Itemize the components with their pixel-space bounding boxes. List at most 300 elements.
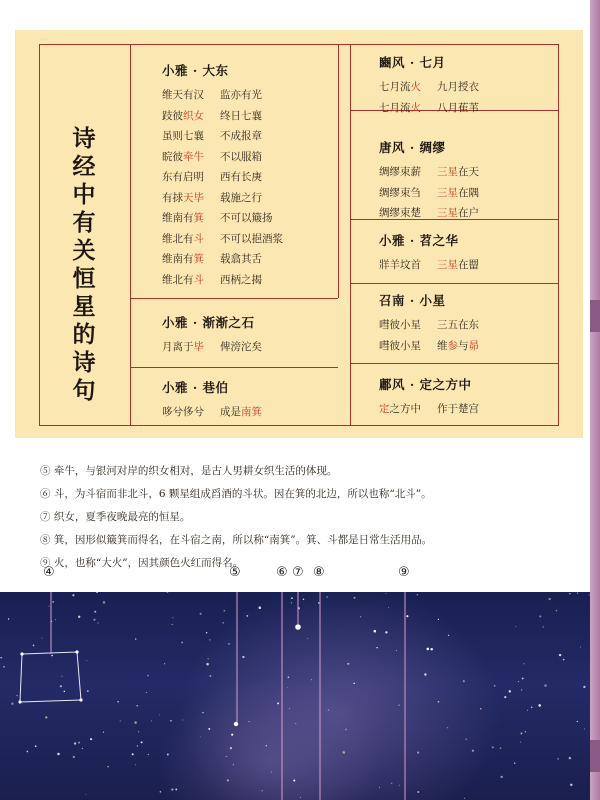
poem-block (379, 53, 479, 118)
star (295, 723, 296, 724)
poem-line (162, 337, 262, 358)
line-second-half (220, 126, 262, 147)
verse-text: 在隅 (458, 186, 479, 199)
star (78, 616, 80, 618)
star-name: 参 (447, 339, 458, 352)
verse-text: 维北有 (162, 232, 194, 245)
star (18, 700, 21, 703)
poem-title: 召南 · 小星 (379, 293, 446, 308)
star (226, 756, 227, 757)
star (514, 763, 515, 764)
star-name: 三星 (437, 207, 458, 219)
star (391, 783, 392, 784)
star-markers (0, 565, 600, 587)
verse-text: 东有启明 (162, 171, 204, 183)
marker-8: ⑧ (313, 565, 325, 580)
star (141, 741, 143, 743)
star (206, 632, 207, 633)
star (376, 647, 377, 648)
divider (338, 45, 339, 298)
line-first-half (379, 336, 421, 357)
title-char: 星 (72, 293, 96, 320)
poem-line (379, 255, 479, 276)
line-first-half (162, 229, 204, 250)
star (170, 720, 172, 722)
title-char: 的 (72, 321, 96, 348)
verse-text: 维 (437, 339, 448, 352)
poem-line (379, 162, 479, 183)
star (466, 739, 467, 740)
poem-block (379, 231, 479, 276)
poem-line (162, 208, 283, 229)
star (303, 599, 305, 601)
star (223, 610, 225, 612)
star (406, 615, 408, 617)
title-char: 句 (72, 377, 96, 404)
poem-line (379, 399, 479, 420)
verse-text: 载施之行 (220, 191, 262, 204)
star (523, 663, 524, 664)
star (222, 622, 223, 623)
line-second-half (220, 167, 262, 188)
line-second-half (437, 255, 479, 276)
star (569, 593, 571, 595)
star (354, 597, 356, 599)
star (103, 732, 104, 733)
star (160, 791, 162, 793)
star-name: 南箕 (241, 406, 262, 418)
star (73, 756, 75, 758)
star (521, 689, 522, 690)
star-name: 织女 (183, 109, 204, 122)
star (61, 676, 62, 677)
star (171, 789, 173, 791)
star (379, 787, 380, 788)
divider (130, 45, 131, 425)
title-char: 经 (72, 153, 96, 180)
star-field (0, 592, 590, 800)
footnotes (40, 460, 580, 575)
poem-title: 唐风 · 绸缪 (379, 140, 446, 155)
star-name: 三星 (437, 186, 458, 199)
line-first-half (162, 188, 204, 209)
star (557, 758, 559, 760)
verse-text: 不成报章 (220, 130, 262, 142)
star (120, 720, 121, 721)
star (182, 720, 183, 721)
verse-text: 西有长庚 (220, 171, 262, 183)
star (518, 681, 519, 682)
verse-text: 绸缪束薪 (379, 166, 421, 178)
star (396, 650, 397, 651)
star (233, 764, 234, 765)
line-second-half (220, 249, 262, 270)
verse-text: 不可以挹酒浆 (220, 232, 283, 245)
star (386, 593, 387, 594)
poem-line (162, 85, 283, 106)
divider (350, 363, 558, 364)
verse-text: 虽则七襄 (162, 130, 204, 142)
star (246, 615, 248, 617)
marker-4: ④ (43, 565, 55, 580)
star (345, 729, 347, 731)
verse-text: 成是 (220, 406, 241, 418)
marker-7: ⑦ (292, 565, 304, 580)
poem-line (379, 183, 479, 204)
verse-text: 八月萑苇 (437, 101, 479, 114)
star (525, 731, 526, 732)
title-char: 关 (72, 237, 96, 264)
star (399, 785, 400, 786)
star (398, 704, 399, 705)
star (87, 690, 89, 692)
star (504, 696, 506, 698)
star (589, 594, 590, 595)
poem-title: 小雅 · 渐渐之石 (162, 315, 255, 330)
star (107, 766, 108, 767)
star (8, 618, 9, 619)
star (35, 745, 37, 747)
line-first-half (162, 208, 204, 229)
leader-lines (51, 592, 405, 800)
footnote: ⑨ 火，也称“大火”，因其颜色火红而得名。 (40, 557, 244, 569)
poem-line (162, 126, 283, 147)
line-first-half (379, 255, 421, 276)
line-first-half (379, 203, 421, 224)
star (138, 731, 139, 732)
star (543, 626, 544, 627)
star (242, 656, 244, 658)
star (51, 655, 53, 657)
poem-title: 鄘风 · 定之方中 (379, 377, 472, 392)
verse-text: 九月授衣 (437, 81, 479, 93)
line-second-half (220, 188, 262, 209)
verse-text: 不以服箱 (220, 150, 262, 163)
star (3, 666, 5, 668)
star (262, 790, 263, 791)
line-first-half (162, 337, 204, 358)
poem-line (162, 188, 283, 209)
line-first-half (162, 106, 204, 127)
poem-line (162, 106, 283, 127)
poem-block (379, 375, 479, 420)
star (16, 695, 18, 697)
verse-text: 有捄 (162, 191, 183, 204)
line-first-half (379, 315, 421, 336)
star (202, 712, 203, 713)
line-first-half (162, 85, 204, 106)
poem-line (379, 77, 479, 98)
star (96, 592, 98, 593)
line-first-half (379, 162, 421, 183)
star (248, 721, 249, 722)
verse-text: 在户 (458, 207, 479, 219)
star (318, 602, 320, 604)
page-edge-tab (590, 300, 600, 332)
line-first-half (379, 183, 421, 204)
star (64, 691, 66, 693)
star (480, 708, 481, 709)
star (374, 630, 377, 633)
star (135, 638, 137, 640)
line-second-half (220, 402, 262, 423)
star (307, 638, 308, 639)
line-second-half (437, 162, 479, 183)
star (146, 692, 147, 693)
line-first-half (162, 167, 204, 188)
star (472, 750, 474, 752)
star (424, 673, 426, 675)
poem-block (162, 378, 262, 423)
verse-text: 载翕其舌 (220, 253, 262, 265)
poem-line (379, 203, 479, 224)
star (569, 757, 571, 759)
footnote: ⑥ 斗，为斗宿而非北斗，6 颗星组成舀酒的斗状。因在箕的北边，所以也称“北斗”。 (40, 488, 432, 500)
line-second-half (437, 98, 479, 119)
verse-text: 七月流 (379, 81, 411, 93)
marker-9: ⑨ (398, 565, 410, 580)
star (438, 701, 440, 703)
poem-block (379, 138, 479, 224)
star (159, 715, 160, 716)
star (209, 639, 210, 640)
verse-text: 绸缪束刍 (379, 186, 421, 199)
line-second-half (220, 337, 262, 358)
title-char: 诗 (72, 349, 96, 376)
star-name: 天毕 (183, 191, 204, 204)
star (175, 788, 177, 790)
star (544, 684, 546, 686)
star (75, 650, 78, 653)
star (577, 593, 578, 594)
star (0, 657, 1, 658)
poem-line (162, 270, 283, 291)
star (137, 705, 138, 706)
star (291, 602, 292, 603)
star (33, 645, 35, 647)
star (78, 742, 80, 744)
page-edge-strip (590, 0, 600, 800)
star (570, 784, 572, 786)
verse-text: 西柄之揭 (220, 273, 262, 286)
bright-star (295, 624, 301, 630)
poem-line (162, 167, 283, 188)
line-first-half (162, 147, 204, 168)
star (447, 727, 448, 728)
star (531, 706, 533, 708)
poem-title: 小雅 · 苕之华 (379, 233, 459, 248)
title-char: 恒 (72, 265, 96, 292)
star (501, 776, 503, 778)
verse-text: 牂羊坟首 (379, 259, 421, 271)
star (464, 798, 465, 799)
line-second-half (220, 147, 262, 168)
divider (350, 45, 351, 425)
night-sky-photo (0, 592, 590, 800)
line-second-half (437, 399, 479, 420)
star (55, 619, 56, 620)
line-first-half (162, 270, 204, 291)
star (520, 732, 522, 734)
star (291, 597, 293, 599)
star (90, 738, 92, 740)
page-edge-tab (590, 740, 600, 772)
star-name: 箕 (193, 212, 204, 224)
verse-text: 睆彼 (162, 150, 183, 163)
verse-text: 七月流 (379, 101, 411, 114)
verse-text: 维南有 (162, 212, 194, 224)
star (134, 721, 136, 723)
bright-star (234, 722, 238, 726)
star (164, 663, 165, 664)
verse-text: 嘒彼小星 (379, 339, 421, 352)
star-name: 斗 (193, 273, 204, 286)
star (167, 592, 169, 593)
title-char: 有 (72, 209, 96, 236)
star (209, 675, 211, 677)
line-second-half (437, 203, 479, 224)
star (20, 652, 23, 655)
verse-text: 作于楚宫 (437, 403, 479, 415)
poem-frame (39, 44, 559, 426)
star (200, 613, 202, 615)
line-second-half (220, 229, 283, 250)
star (208, 728, 210, 730)
line-second-half (437, 77, 479, 98)
star-name: 三星 (437, 259, 458, 271)
star (515, 626, 516, 627)
star (228, 643, 229, 644)
star-name: 定 (379, 403, 390, 415)
star (520, 742, 521, 743)
star (328, 709, 329, 710)
star-name: 昴 (468, 339, 479, 352)
star-name: 斗 (193, 232, 204, 245)
star (11, 703, 13, 705)
star (48, 606, 49, 607)
star (227, 779, 229, 781)
star (135, 764, 136, 765)
star (45, 716, 47, 718)
star (200, 736, 201, 737)
star (208, 658, 209, 659)
star (343, 751, 346, 754)
footnote: ⑦ 织女，夏季夜晚最亮的恒星。 (40, 511, 191, 523)
star-name: 三星 (437, 166, 458, 178)
star (438, 619, 439, 620)
divider (130, 298, 338, 299)
star (492, 746, 494, 748)
line-first-half (162, 402, 204, 423)
poem-line (162, 249, 283, 270)
star (277, 702, 279, 704)
star (259, 606, 262, 609)
star (231, 734, 233, 736)
star-name: 火 (410, 81, 421, 93)
verse-text: 嘒彼小星 (379, 319, 421, 331)
star (509, 690, 511, 692)
verse-text: 维南有 (162, 253, 194, 265)
star (288, 676, 290, 678)
star (430, 648, 432, 650)
line-second-half (437, 315, 479, 336)
verse-text: 月离于 (162, 341, 194, 353)
star (41, 638, 42, 639)
title-char: 中 (72, 181, 96, 208)
line-first-half (162, 249, 204, 270)
star (494, 685, 496, 687)
star (385, 631, 387, 633)
verse-text: 不可以簸扬 (220, 212, 273, 224)
line-second-half (220, 85, 262, 106)
verse-text: 维天有汉 (162, 89, 204, 101)
star (293, 779, 295, 781)
star (27, 751, 29, 753)
star (347, 663, 349, 665)
star (266, 745, 267, 746)
poem-block (379, 291, 479, 356)
star-name: 毕 (193, 341, 204, 353)
poem-block (162, 313, 262, 358)
title-char: 诗 (72, 125, 96, 152)
verse-text: 三五在东 (437, 319, 479, 331)
star (151, 720, 152, 721)
star-name: 火 (410, 101, 421, 114)
poem-block (162, 61, 283, 290)
divider (350, 283, 558, 284)
star (388, 607, 389, 608)
footnote: ⑧ 箕，因形似簸箕而得名，在斗宿之南，所以称“南箕”。箕、斗都是日常生活用品。 (40, 534, 433, 546)
star (74, 742, 76, 744)
star (577, 721, 578, 722)
verse-text: 在天 (458, 166, 479, 178)
star (206, 663, 209, 666)
footnote: ⑤ 牵牛，与银河对岸的织女相对，是古人男耕女织生活的体现。 (40, 465, 338, 477)
poem-line (162, 229, 283, 250)
star (549, 598, 551, 600)
poem-title: 小雅 · 大东 (162, 63, 229, 78)
poem-line (379, 315, 479, 336)
star (172, 624, 173, 625)
star (300, 797, 301, 798)
line-second-half (220, 208, 273, 229)
verse-text: 俾滂沱矣 (220, 341, 262, 353)
star (60, 685, 62, 687)
verse-text: 监亦有光 (220, 89, 262, 101)
star (86, 660, 87, 661)
stars (0, 592, 589, 799)
verse-text: 与 (458, 339, 469, 352)
star (52, 601, 54, 603)
star (117, 701, 118, 702)
verse-text: 绸缪束楚 (379, 207, 421, 219)
star (72, 594, 74, 596)
poem-title: 豳风 · 七月 (379, 55, 446, 70)
star (103, 601, 106, 604)
star (538, 704, 541, 707)
line-second-half (220, 106, 262, 127)
star (563, 659, 565, 661)
poem-title: 小雅 · 巷伯 (162, 380, 229, 395)
line-first-half (379, 98, 421, 119)
poem-line (162, 147, 283, 168)
star-name: 牵牛 (183, 150, 204, 163)
star (500, 747, 502, 749)
verse-text: 维北有 (162, 273, 194, 286)
star (353, 683, 354, 684)
star (580, 647, 581, 648)
star (57, 753, 59, 755)
